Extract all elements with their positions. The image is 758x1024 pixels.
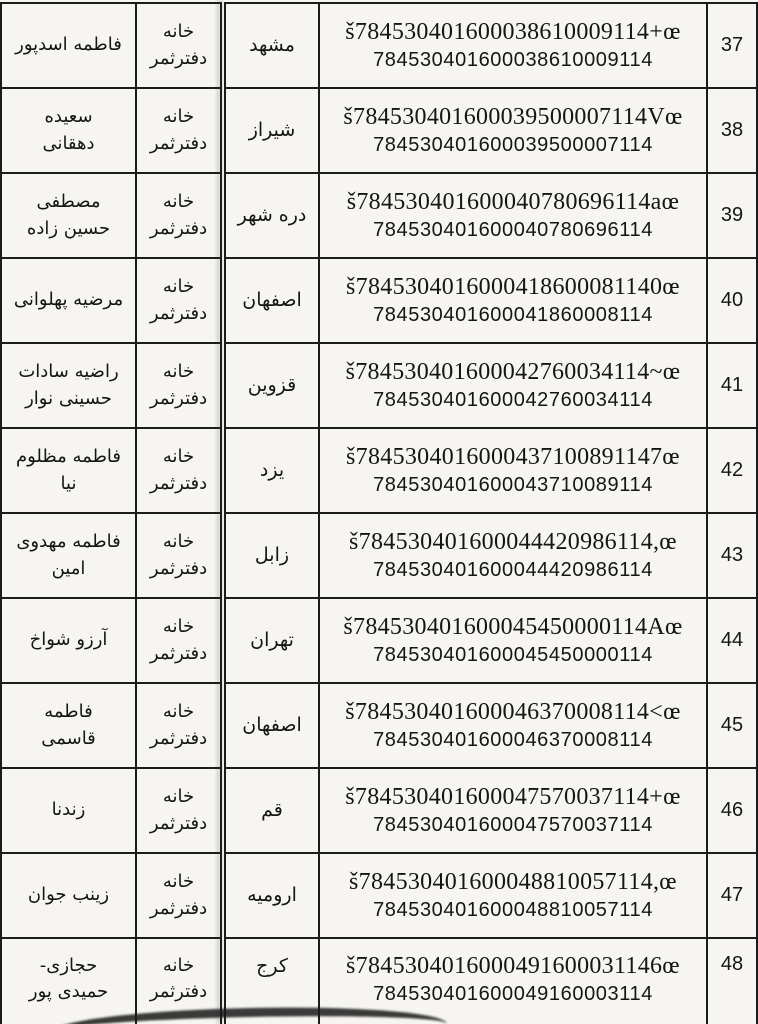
person-name-cell xyxy=(1,683,136,768)
person-name-cell xyxy=(1,938,136,1024)
barcode-encoded-line: š7845304016000437100891147œ xyxy=(346,444,680,470)
office-name-line: خانه xyxy=(162,446,195,468)
city-name: تهران xyxy=(250,628,294,651)
office-cell xyxy=(136,343,223,428)
table-row xyxy=(1,343,757,428)
city-cell xyxy=(223,173,319,258)
city-name: اصفهان xyxy=(242,713,302,736)
office-name-line: دفترثمر xyxy=(149,47,208,69)
barcode-encoded-line: š7845304016000418600081140œ xyxy=(346,274,680,300)
barcode-cell xyxy=(319,683,707,768)
table-row xyxy=(1,938,757,1024)
office-cell xyxy=(136,768,223,853)
city-name: شیراز xyxy=(248,118,296,141)
office-name-line: خانه xyxy=(162,361,195,383)
person-name-line: نیا xyxy=(60,472,77,494)
row-number-cell xyxy=(707,258,757,343)
city-cell xyxy=(223,3,319,88)
barcode-encoded-line: š7845304016000491600031146œ xyxy=(346,953,680,979)
office-cell xyxy=(136,88,223,173)
person-name-line: حسین زاده xyxy=(26,217,111,239)
city-cell xyxy=(223,853,319,938)
row-number-cell xyxy=(707,598,757,683)
row-number: 47 xyxy=(720,884,744,906)
table-row xyxy=(1,853,757,938)
person-name-cell xyxy=(1,513,136,598)
city-name: ارومیه xyxy=(247,883,297,906)
office-cell xyxy=(136,3,223,88)
row-number: 42 xyxy=(720,459,744,481)
office-cell xyxy=(136,258,223,343)
row-number: 48 xyxy=(720,953,744,975)
person-name-line: زینب جوان xyxy=(27,884,110,906)
office-name-line: دفترثمر xyxy=(149,472,208,494)
office-name-line: خانه xyxy=(162,276,195,298)
office-name-line: خانه xyxy=(162,106,195,128)
table-row xyxy=(1,513,757,598)
city-name: زابل xyxy=(254,543,290,566)
city-cell xyxy=(223,428,319,513)
row-number-cell xyxy=(707,768,757,853)
person-name-line: فاطمه مهدوی xyxy=(16,531,121,553)
city-cell xyxy=(223,598,319,683)
row-number: 37 xyxy=(720,34,744,56)
office-name-line: خانه xyxy=(162,191,195,213)
barcode-cell xyxy=(319,258,707,343)
person-name-cell xyxy=(1,258,136,343)
person-name-line: سعیده xyxy=(44,106,93,128)
office-cell xyxy=(136,853,223,938)
barcode-number-line: 784530401600043710089114 xyxy=(373,474,653,496)
city-cell xyxy=(223,88,319,173)
office-name-line: خانه xyxy=(162,955,195,976)
city-cell xyxy=(223,258,319,343)
barcode-cell xyxy=(319,853,707,938)
barcode-number-line: 784530401600047570037114 xyxy=(373,814,653,836)
city-cell xyxy=(223,683,319,768)
row-number: 39 xyxy=(720,204,744,226)
office-name-line: خانه xyxy=(162,531,195,553)
table-row xyxy=(1,683,757,768)
person-name-line: دهقانی xyxy=(42,132,95,154)
row-number-cell xyxy=(707,513,757,598)
table-row xyxy=(1,3,757,88)
person-name-cell xyxy=(1,428,136,513)
barcode-number-line: 784530401600045450000114 xyxy=(373,644,653,666)
person-name-cell xyxy=(1,768,136,853)
table-row xyxy=(1,768,757,853)
person-name-line: حجازی- xyxy=(39,955,98,976)
barcode-cell xyxy=(319,88,707,173)
barcode-encoded-line: š784530401600046370008114<œ xyxy=(345,699,681,725)
office-cell xyxy=(136,938,223,1024)
barcode-encoded-line: š784530401600040780696114aœ xyxy=(346,189,680,215)
person-name-line: امین xyxy=(51,557,86,579)
office-name-line: خانه xyxy=(162,616,195,638)
city-name: مشهد xyxy=(249,33,295,56)
row-number: 46 xyxy=(720,799,744,821)
barcode-number-line: 784530401600046370008114 xyxy=(373,729,653,751)
row-number: 45 xyxy=(720,714,744,736)
table-row xyxy=(1,598,757,683)
barcode-number-line: 784530401600039500007114 xyxy=(373,134,653,156)
city-name: قم xyxy=(261,798,283,821)
barcode-encoded-line: š784530401600042760034114~œ xyxy=(345,359,681,385)
office-name-line: دفترثمر xyxy=(149,812,208,834)
office-cell xyxy=(136,173,223,258)
person-name-cell xyxy=(1,88,136,173)
person-name-cell xyxy=(1,173,136,258)
person-name-line: فاطمه مظلوم xyxy=(15,446,121,468)
barcode-cell xyxy=(319,598,707,683)
person-name-line: مرضیه پهلوانی xyxy=(13,289,124,311)
city-name: قزوین xyxy=(247,373,297,396)
office-name-line: خانه xyxy=(162,871,195,893)
office-name-line: خانه xyxy=(162,21,195,43)
office-name-line: دفترثمر xyxy=(149,217,208,239)
barcode-encoded-line: š784530401600045450000114Aœ xyxy=(343,614,683,640)
office-name-line: دفترثمر xyxy=(149,387,208,409)
table-row xyxy=(1,258,757,343)
barcode-number-line: 784530401600049160003114 xyxy=(373,983,653,1005)
person-name-line: فاطمه اسدپور xyxy=(15,34,122,56)
barcode-number-line: 784530401600040780696114 xyxy=(373,219,653,241)
row-number: 40 xyxy=(720,289,744,311)
barcode-encoded-line: š784530401600047570037114+œ xyxy=(345,784,681,810)
barcode-encoded-line: š784530401600048810057114,œ xyxy=(349,869,677,895)
barcode-number-line: 784530401600044420986114 xyxy=(373,559,653,581)
city-cell xyxy=(223,513,319,598)
office-name-line: خانه xyxy=(162,701,195,723)
table-row xyxy=(1,88,757,173)
row-number-cell xyxy=(707,428,757,513)
office-name-line: دفترثمر xyxy=(149,557,208,579)
person-name-cell xyxy=(1,3,136,88)
table-row xyxy=(1,428,757,513)
person-name-line: حسینی نوار xyxy=(25,387,112,409)
row-number: 43 xyxy=(720,544,744,566)
barcode-encoded-line: š784530401600038610009114+œ xyxy=(345,19,681,45)
person-name-line: زندنا xyxy=(51,799,86,821)
person-name-line: قاسمی xyxy=(41,727,96,749)
city-name: دره شهر xyxy=(237,203,307,226)
city-cell xyxy=(223,938,319,1024)
barcode-cell xyxy=(319,343,707,428)
barcode-number-line: 784530401600041860008114 xyxy=(373,304,653,326)
city-name: کرج xyxy=(256,955,288,977)
row-number-cell xyxy=(707,173,757,258)
barcode-cell xyxy=(319,768,707,853)
row-number: 44 xyxy=(720,629,744,651)
city-name: یزد xyxy=(259,458,285,481)
table-body xyxy=(1,3,757,1024)
barcode-cell xyxy=(319,3,707,88)
office-name-line: دفترثمر xyxy=(149,302,208,324)
city-name: اصفهان xyxy=(242,288,302,311)
office-name-line: دفترثمر xyxy=(149,981,208,1003)
row-number-cell xyxy=(707,853,757,938)
row-number: 38 xyxy=(720,119,744,141)
city-cell xyxy=(223,343,319,428)
row-number-cell xyxy=(707,88,757,173)
person-name-cell xyxy=(1,598,136,683)
row-number-cell xyxy=(707,938,757,1024)
row-number: 41 xyxy=(720,374,744,396)
barcode-encoded-line: š784530401600039500007114Vœ xyxy=(343,104,683,130)
office-cell xyxy=(136,598,223,683)
table-row xyxy=(1,173,757,258)
person-name-line: آرزو شواخ xyxy=(29,629,108,651)
person-name-line: حمیدی پور xyxy=(28,981,109,1003)
barcode-cell xyxy=(319,173,707,258)
person-name-cell xyxy=(1,853,136,938)
office-name-line: دفترثمر xyxy=(149,727,208,749)
office-name-line: دفترثمر xyxy=(149,642,208,664)
barcode-number-line: 784530401600042760034114 xyxy=(373,389,653,411)
row-number-cell xyxy=(707,683,757,768)
office-name-line: دفترثمر xyxy=(149,897,208,919)
city-cell xyxy=(223,768,319,853)
office-name-line: دفترثمر xyxy=(149,132,208,154)
office-cell xyxy=(136,513,223,598)
office-name-line: خانه xyxy=(162,786,195,808)
barcode-number-line: 784530401600048810057114 xyxy=(373,899,653,921)
barcode-cell xyxy=(319,428,707,513)
person-name-line: فاطمه xyxy=(44,701,93,723)
barcode-cell xyxy=(319,513,707,598)
barcode-number-line: 784530401600038610009114 xyxy=(373,49,653,71)
person-name-cell xyxy=(1,343,136,428)
barcode-cell xyxy=(319,938,707,1024)
person-name-line: راضیه سادات xyxy=(18,361,119,383)
row-number-cell xyxy=(707,3,757,88)
row-number-cell xyxy=(707,343,757,428)
barcode-encoded-line: š784530401600044420986114,œ xyxy=(349,529,677,555)
office-cell xyxy=(136,428,223,513)
office-cell xyxy=(136,683,223,768)
registry-table xyxy=(0,2,758,1024)
person-name-line: مصطفی xyxy=(36,191,101,213)
